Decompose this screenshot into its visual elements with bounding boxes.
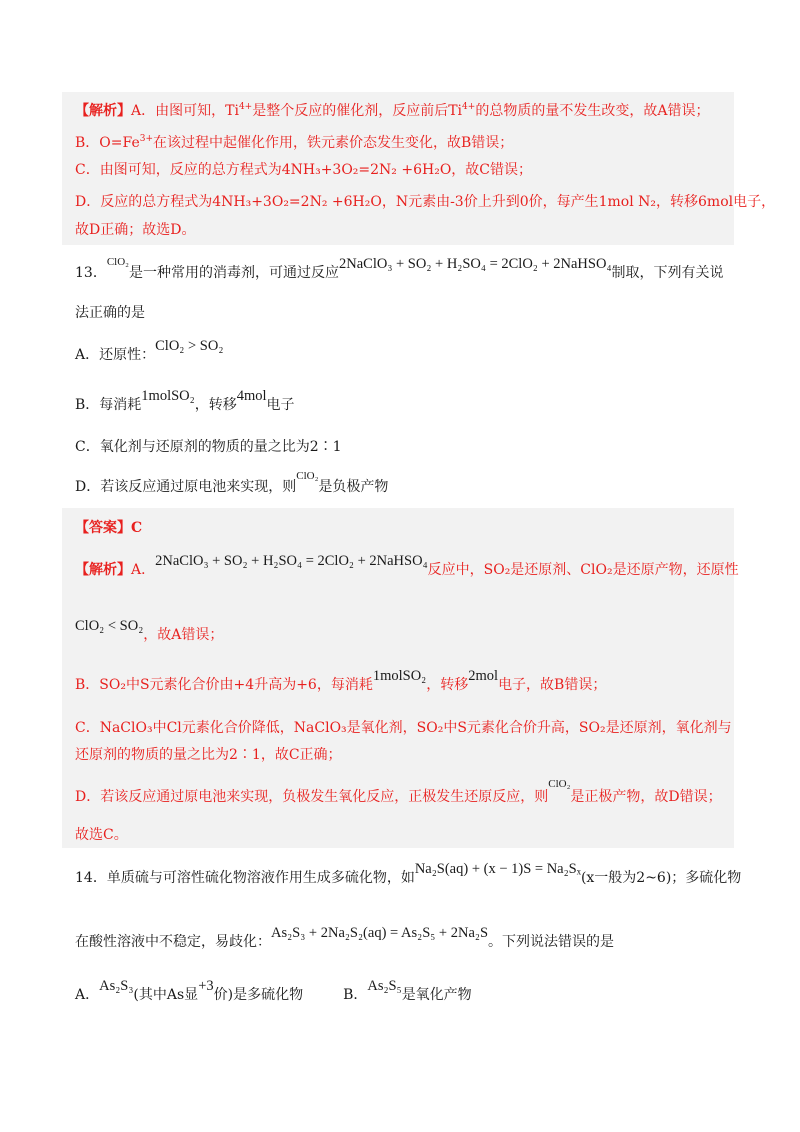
option-14-a: A．As₂S₃(其中As显+3价)是多硫化物 xyxy=(75,978,304,1003)
option-13-c: C．氧化剂与还原剂的物质的量之比为2∶1 xyxy=(75,439,342,455)
reaction-equation: 2NaClO₃ + SO₂ + H₂SO₄ = 2ClO₂ + 2NaHSO₄ xyxy=(339,256,612,272)
analysis-13-line-c2: 还原剂的物质的量之比为2∶1，故C正确； xyxy=(75,747,342,763)
analysis-12-line-d2: 故D正确；故选D。 xyxy=(75,222,196,238)
question-13-stem-cont: 法正确的是 xyxy=(75,305,145,321)
option-13-a: A．还原性：ClO₂ > SO₂ xyxy=(75,338,224,363)
analysis-13-line-b: B．SO₂中S元素化合价由+4升高为+6，每消耗1molSO₂，转移2mol电子，故B错误； xyxy=(75,668,607,693)
question-number: 13． xyxy=(75,265,107,281)
options-14-ab xyxy=(75,978,472,1005)
analysis-13-line-d: D．若该反应通过原电池来实现，负极发生氧化反应，正极发生还原反应，则$^{ClO_2}$是正极产物，故D错误； xyxy=(75,778,722,805)
question-14-stem-cont: 在酸性溶液中不稳定，易歧化：As₂S₃ + 2Na₂S₂(aq) = As₂S₅ + 2Na₂S。下列说法错误的是 xyxy=(75,925,615,950)
analysis-12-line-c: C．由图可知，反应的总方程式为4NH₃+3O₂=2N₂ +6H₂O，故C错误； xyxy=(75,162,533,178)
question-14-stem: 14．单质硫与可溶性硫化物溶液作用生成多硫化物，如Na₂S(aq) + (x − 1)S = Na₂Sₓ(x一般为2~6)；多硫化物 xyxy=(75,861,742,886)
analysis-12-line-b: B．$O=Fe^{3+}$在该过程中起催化作用，铁元素价态发生变化，故B错误； xyxy=(75,134,514,151)
option-13-d: D．若该反应通过原电池来实现，则$^{ClO_2}$是负极产物 xyxy=(75,470,389,495)
analysis-12-line-d: D．反应的总方程式为4NH₃+3O₂=2N₂ +6H₂O，N元素由-3价上升到0价，每产生1mol N₂，转移6mol电子， xyxy=(75,194,776,210)
question-number: 14． xyxy=(75,870,107,886)
analysis-12-line-a: 【解析】A．由图可知，$Ti^{4+}$是整个反应的催化剂，反应前后$Ti^{4+}$的总物质的量不发生改变，故A错误； xyxy=(75,102,710,119)
analysis-13-end: 故选C。 xyxy=(75,827,128,843)
option-13-b: B．每消耗1molSO₂，转移4mol电子 xyxy=(75,388,295,413)
analysis-tag: 【解析】 xyxy=(75,103,131,119)
option-14-b: B．As₂S₅是氧化产物 xyxy=(343,978,472,1003)
answer-13: 【答案】C xyxy=(75,520,143,536)
question-13-stem: 13．$^{ClO_2}$是一种常用的消毒剂，可通过反应2NaClO₃ + SO₂ + H₂SO₄ = 2ClO₂ + 2NaHSO₄制取，下列有关说 xyxy=(75,256,724,281)
analysis-13-line-a: 【解析】A．2NaClO₃ + SO₂ + H₂SO₄ = 2ClO₂ + 2NaHSO₄反应中，SO₂是还原剂、ClO₂是还原产物，还原性 xyxy=(75,553,739,578)
analysis-13-line-c: C．NaClO₃中Cl元素化合价降低，NaClO₃是氧化剂，SO₂中S元素化合价升高，SO₂是还原剂，氧化剂与 xyxy=(75,720,732,736)
analysis-13-line-a2: ClO₂ < SO₂，故A错误； xyxy=(75,618,224,643)
